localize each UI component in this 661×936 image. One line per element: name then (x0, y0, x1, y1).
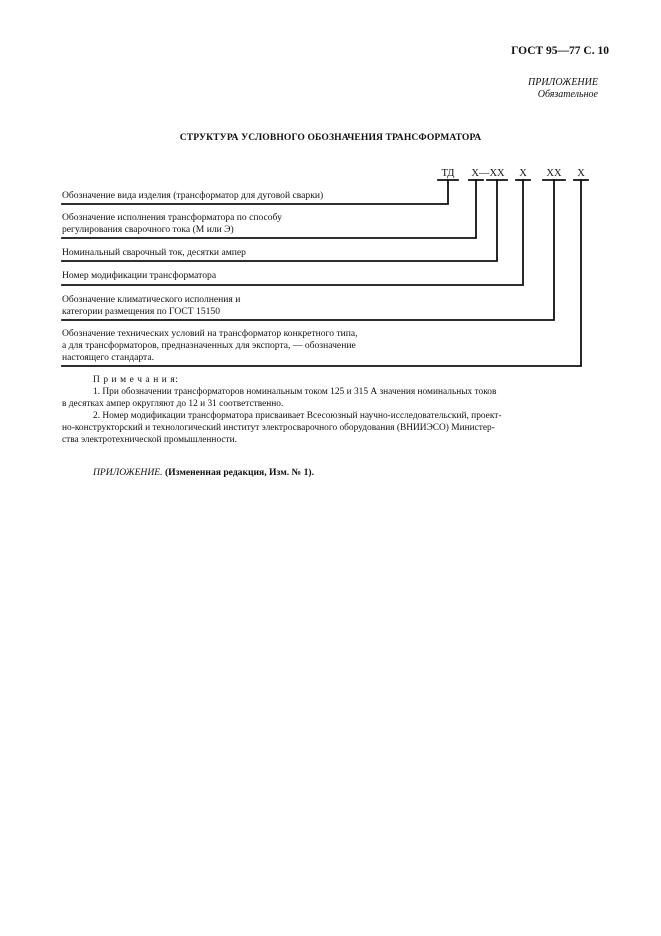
field-product-type (62, 190, 323, 202)
code-part-x-xx: Х—ХХ (471, 168, 505, 179)
field-modification-number (62, 270, 216, 282)
note-2-line-2: но-конструкторский и технологический институт электросварочного оборудования (ВНИИЭСО) Министер- (62, 423, 495, 433)
field-line: настоящего стандарта. (62, 352, 155, 363)
appendix-label-block (528, 77, 598, 101)
field-line: Обозначение исполнения трансформатора по способу (62, 212, 282, 223)
code-part-td: ТД (441, 168, 455, 179)
code-part-x-spec: Х (577, 168, 585, 179)
field-line: категории размещения по ГОСТ 15150 (62, 306, 221, 317)
field-line: а для трансформаторов, предназначенных для экспорта, — обозначение (62, 340, 356, 351)
code-part-x-modification: Х (519, 168, 527, 179)
field-line: регулирования сварочного тока (М или Э) (62, 224, 234, 235)
revision-text: (Измененная редакция, Изм. № 1). (164, 467, 314, 478)
notes-heading: П р и м е ч а н и я: (93, 375, 179, 385)
note-2-line-3: ства электротехнической промышленности. (62, 435, 237, 445)
field-line: Обозначение вида изделия (трансформатор для дуговой сварки) (62, 190, 324, 201)
document-title: СТРУКТУРА УСЛОВНОГО ОБОЗНАЧЕНИЯ ТРАНСФОРМАТОРА (179, 132, 482, 143)
field-line: Обозначение технических условий на трансформатор конкретного типа, (62, 328, 358, 339)
revision-appendix-word: ПРИЛОЖЕНИЕ. (93, 467, 163, 478)
field-climate-category (62, 294, 240, 318)
note-2-line-1: 2. Номер модификации трансформатора присваивает Всесоюзный научно-исследовательский, проект- (93, 411, 502, 421)
field-line: Номинальный сварочный ток, десятки ампер (62, 247, 246, 258)
field-line: Номер модификации трансформатора (62, 270, 217, 281)
note-1-line-1: 1. При обозначении трансформаторов номинальным током 125 и 315 А значения номинальных токов (93, 387, 497, 397)
note-1-line-2: в десятках ампер округляют до 12 и 31 соответственно. (62, 399, 284, 409)
page-header-standard: ГОСТ 95—77 С. 10 (511, 45, 609, 57)
appendix-status: Обязательное (537, 89, 598, 100)
appendix-label: ПРИЛОЖЕНИЕ (528, 77, 598, 88)
field-rated-current (62, 247, 246, 259)
field-line: Обозначение климатического исполнения и (62, 294, 241, 305)
field-technical-conditions (62, 328, 358, 364)
code-part-xx-climate: ХХ (546, 168, 562, 179)
revision-note (93, 467, 314, 478)
field-regulation-method (62, 212, 282, 236)
